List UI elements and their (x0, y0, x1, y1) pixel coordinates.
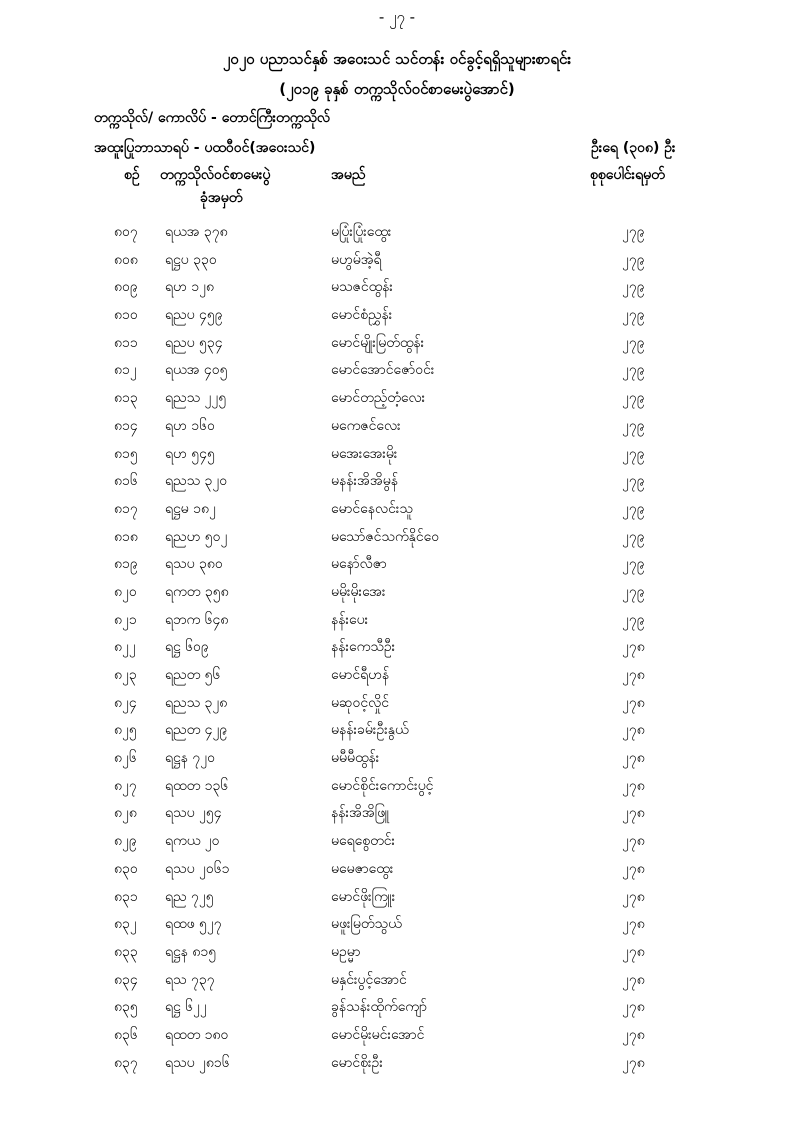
table-row (0, 859, 794, 887)
roll-number: ရထဖ ၅၂၇ (165, 916, 222, 933)
row-number: ၈၁၃ (114, 390, 138, 407)
total-marks: ၂၇၈ (622, 777, 645, 794)
student-name: မောင်စံညွှန်း (331, 307, 393, 324)
total-marks: ၂၇၉ (622, 279, 645, 296)
total-marks: ၂၇၈ (622, 999, 645, 1016)
table-row (0, 776, 794, 804)
major-line: အထူးပြုဘာသာရပ် - ပထဝီဝင်(အဝေးသင်) (94, 140, 316, 156)
header-no: စဉ် (124, 167, 140, 183)
roll-number: ရညတ ၅၆ (165, 667, 221, 683)
roll-number: ရယအ ၄၀၅ (165, 362, 228, 379)
total-marks: ၂၇၈ (622, 1054, 645, 1071)
student-name: မောင်စိုင်းကောင်းပွင့် (331, 777, 434, 794)
roll-number: ရထတ ၁၈၀ (165, 1026, 229, 1043)
row-number: ၈၁၇ (114, 500, 138, 517)
total-marks: ၂၇၈ (622, 860, 645, 877)
student-name: မမီမီထွန်း (331, 750, 380, 767)
table-row (0, 582, 794, 610)
row-number: ၈၂၆ (114, 750, 137, 767)
total-marks: ၂၇၈ (622, 1026, 645, 1043)
table-row (0, 360, 794, 388)
table-row (0, 1053, 794, 1081)
total-marks: ၂၇၉ (622, 611, 645, 628)
student-name: မောင်တည့်တံ့လေး (331, 390, 426, 407)
student-name: နန်းအိအိဖြူ (331, 805, 390, 822)
total-marks: ၂၇၈ (622, 722, 645, 739)
row-number: ၈၂၇ (114, 777, 137, 794)
student-name: မရေစွေတင်း (331, 833, 396, 850)
header-name: အမည် (331, 167, 366, 183)
table-row (0, 554, 794, 582)
row-number: ၈၁၅ (114, 445, 138, 462)
student-list (0, 222, 794, 1080)
table-row (0, 527, 794, 555)
document-title: ၂၀၂၀ ပညာသင်နှစ် အဝေးသင် သင်တန်း ဝင်ခွင့်ရရှိသူများစာရင်း (222, 50, 572, 68)
row-number: ၈၁၁ (114, 334, 138, 351)
roll-number: ရဋ္ဌ ၆၂၂ (165, 999, 207, 1016)
roll-number: ရကတ ၃၅၈ (165, 583, 229, 600)
table-row (0, 831, 794, 859)
total-marks: ၂၇၉ (622, 362, 645, 379)
row-number: ၈၂၅ (114, 722, 137, 739)
total-marks: ၂၇၉ (622, 473, 645, 490)
roll-number: ရညသ ၃၂၈ (165, 694, 228, 711)
total-marks: ၂၇၉ (622, 500, 645, 517)
table-row (0, 720, 794, 748)
roll-number: ရညဟ ၅၀၂ (165, 528, 228, 545)
student-name: မဟွမ်အဲ့ရီ (331, 251, 382, 268)
total-marks: ၂၇၉ (622, 224, 645, 240)
page-number: - ၂၇ - (378, 8, 416, 26)
row-number: ၈၁၉ (114, 556, 138, 573)
row-number: ၈၃၇ (114, 1054, 138, 1071)
row-number: ၈၂၀ (114, 583, 137, 600)
row-number: ၈၁၆ (114, 473, 138, 490)
table-row (0, 803, 794, 831)
table-row (0, 471, 794, 499)
student-name: မောင်ဖိုးကြူး (331, 888, 396, 905)
student-name: မမေဇာထွေး (331, 860, 394, 877)
table-row (0, 997, 794, 1025)
roll-number: ရညသ ၂၂၅ (165, 390, 227, 407)
row-number: ၈၁၂ (114, 362, 137, 379)
roll-number: ရထတ ၁၃၆ (165, 777, 229, 794)
student-name: မနော်လီဇာ (331, 556, 387, 573)
roll-number: ရဘက ၆၄၈ (165, 611, 229, 628)
total-marks: ၂၇၈ (622, 943, 645, 960)
student-name: မနန်းအိအိမွန် (331, 473, 398, 490)
row-number: ၈၀၈ (114, 251, 138, 268)
table-row (0, 970, 794, 998)
roll-number: ရသပ ၃၈၀ (165, 556, 223, 573)
student-name: မဥမ္မာ (331, 943, 361, 960)
roll-number: ရဋ္ဌ ၆၀၉ (165, 639, 209, 656)
row-number: ၈၁၀ (114, 307, 138, 324)
row-number: ၈၂၄ (114, 694, 137, 711)
table-row (0, 887, 794, 915)
total-marks: ၂၇၈ (622, 833, 645, 850)
student-name: မကေဇင်လေး (331, 417, 401, 434)
student-name: နန်းကေသီဦး (331, 639, 396, 656)
header-roll-number: ခုံအမှတ် (200, 190, 243, 206)
table-row (0, 942, 794, 970)
roll-number: ရဟ ၁၆၀ (165, 417, 215, 434)
roll-number: ရဋ္ဌမ ၁၈၂ (165, 500, 216, 517)
row-number: ၈၃၂ (114, 916, 137, 933)
table-row (0, 748, 794, 776)
student-name: ခွန်သန်းထိုက်ကျော် (331, 999, 427, 1016)
table-row (0, 444, 794, 472)
roll-number: ရညသ ၃၂၀ (165, 473, 228, 490)
roll-number: ရသ ၇၃၇ (165, 971, 215, 988)
table-row (0, 333, 794, 361)
student-name: မနှင်းပွင့်အောင် (331, 971, 407, 988)
table-row (0, 499, 794, 527)
row-number: ၈၂၃ (114, 667, 137, 683)
student-name: မောင်နေလင်းသူ (331, 500, 413, 517)
header-roll: တက္ကသိုလ်ဝင်စာမေးပွဲ (160, 167, 271, 183)
row-number: ၈၂၂ (114, 639, 136, 656)
roll-number: ရညပ ၅၃၄ (165, 334, 223, 351)
total-marks: ၂၇၉ (622, 307, 645, 324)
total-marks: ၂၇၈ (622, 916, 645, 933)
row-number: ၈၃၅ (114, 999, 138, 1016)
student-name: မသဇင်ထွန်း (331, 279, 393, 296)
row-number: ၈၃၃ (114, 943, 138, 960)
table-row (0, 305, 794, 333)
table-row (0, 637, 794, 665)
table-row (0, 610, 794, 638)
table-row (0, 250, 794, 278)
roll-number: ရယအ ၃၇၈ (165, 224, 228, 240)
student-name: မောင်စိုးဦး (331, 1054, 383, 1071)
row-number: ၈၀၉ (114, 279, 138, 296)
table-row (0, 222, 794, 250)
total-marks: ၂၇၉ (622, 417, 645, 434)
student-name: မဆုဝင့်လှိုင် (331, 694, 390, 711)
row-number: ၈၃၁ (114, 888, 138, 905)
student-name: မအေးအေးမိုး (331, 445, 398, 462)
row-number: ၈၂၁ (114, 611, 137, 628)
total-marks: ၂၇၈ (622, 805, 645, 822)
student-name: နန်းပေး (331, 611, 369, 628)
total-marks: ၂၇၉ (622, 390, 645, 407)
table-row (0, 416, 794, 444)
roll-number: ရသပ ၂၅၄ (165, 805, 222, 822)
roll-number: ရဟ ၁၂၈ (165, 279, 214, 296)
row-number: ၈၃၄ (114, 971, 138, 988)
roll-number: ရဋ္ဌပ ၃၃၀ (165, 251, 217, 268)
total-marks: ၂၇၈ (622, 639, 645, 656)
student-name: မမိုးမိုးအေး (331, 583, 386, 600)
total-marks: ၂၇၉ (622, 528, 645, 545)
total-marks: ၂၇၉ (622, 556, 645, 573)
student-name: မောင်ရီဟန် (331, 667, 390, 683)
table-row (0, 277, 794, 305)
student-name: မောင်မိုးမင်းအောင် (331, 1026, 425, 1043)
document-subtitle: (၂၀၁၉ ခုနှစ် တက္ကသိုလ်ဝင်စာမေးပွဲအောင်) (279, 80, 515, 98)
student-name: မောင်မျိုးမြတ်ထွန်း (331, 334, 425, 351)
total-marks: ၂၇၈ (622, 888, 645, 905)
table-row (0, 665, 794, 693)
roll-number: ရဋ္ဌန ၈၁၅ (165, 943, 217, 960)
total-marks: ၂၇၈ (622, 667, 645, 683)
total-marks: ၂၇၉ (622, 583, 645, 600)
total-marks: ၂၇၈ (622, 694, 645, 711)
row-number: ၈၁၄ (114, 417, 138, 434)
student-name: မပြုံးပြုံးထွေး (331, 224, 392, 240)
total-marks: ၂၇၈ (622, 750, 645, 767)
table-row (0, 693, 794, 721)
table-row (0, 1025, 794, 1053)
roll-number: ရညပ ၄၅၉ (165, 307, 223, 324)
row-number: ၈၂၈ (114, 805, 137, 822)
student-name: မသော်ဇင်သက်နိုင်ဝေ (331, 528, 440, 545)
student-name: မောင်အောင်ဇော်ဝင်း (331, 362, 435, 379)
university-line: တက္ကသိုလ်/ ကောလိပ် - ‌တောင်ကြီးတက္ကသိုလ် (94, 110, 331, 126)
student-name: မဖူးမြတ်သွယ် (331, 916, 402, 933)
roll-number: ရဟ ၅၄၅ (165, 445, 215, 462)
roll-number: ရသပ ၂၈၁၆ (165, 1054, 230, 1071)
row-number: ၈၃၀ (114, 860, 138, 877)
roll-number: ရညတ ၄၂၉ (165, 722, 228, 739)
total-marks: ၂၇၉ (622, 445, 645, 462)
roll-number: ရကယ ၂၀ (165, 833, 220, 850)
row-number: ၈၀၇ (114, 224, 138, 240)
total-marks: ၂၇၉ (622, 251, 645, 268)
row-number: ၈၂၉ (114, 833, 137, 850)
total-marks: ၂၇၉ (622, 334, 645, 351)
total-count: ဦးရေ (၃၀၈) ဦး (591, 140, 676, 156)
table-row (0, 388, 794, 416)
student-name: မနန်းခမ်းဦးနွယ် (331, 722, 409, 739)
table-row (0, 914, 794, 942)
roll-number: ရည ၇၂၅ (165, 888, 214, 905)
roll-number: ရဋ္ဌန ၇၂၀ (165, 750, 215, 767)
header-marks: စုစုပေါင်းရမှတ် (590, 167, 665, 183)
roll-number: ရသပ ၂၀၆၁ (165, 860, 230, 877)
row-number: ၈၁၈ (114, 528, 138, 545)
total-marks: ၂၇၈ (622, 971, 645, 988)
row-number: ၈၃၆ (114, 1026, 138, 1043)
